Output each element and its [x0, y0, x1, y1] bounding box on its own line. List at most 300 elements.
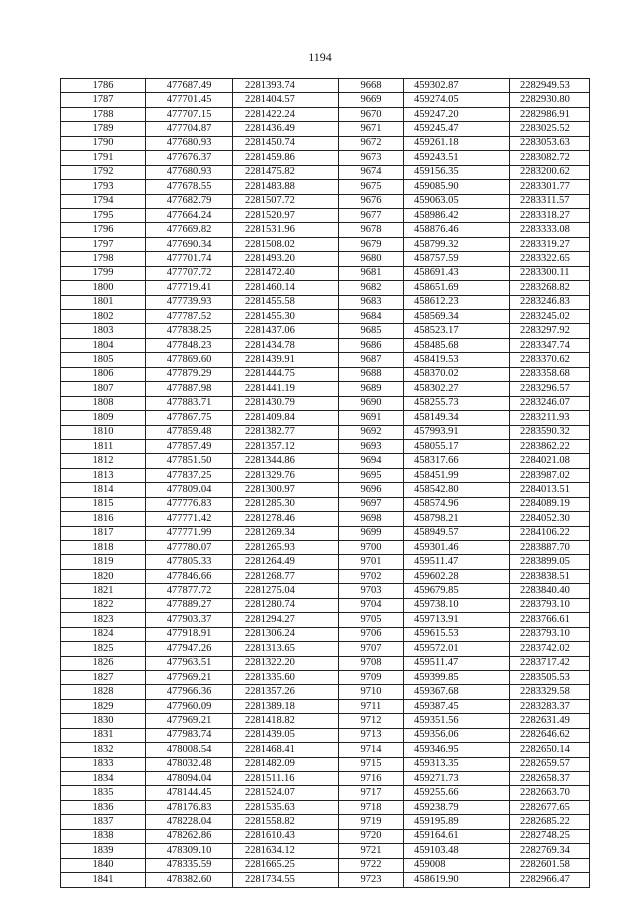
easting-right-cell: 459274.05: [404, 93, 510, 107]
table-row: [61, 223, 590, 237]
point-id-right-cell: 9706: [339, 627, 404, 641]
table-row: [61, 627, 590, 641]
easting-right-cell: 458757.59: [404, 252, 510, 266]
easting-right-cell: 459085.90: [404, 180, 510, 194]
northing-right-cell: 2282601.58: [510, 858, 590, 872]
easting-right-cell: 459738.10: [404, 598, 510, 612]
northing-right-cell: 2283082.72: [510, 151, 590, 165]
northing-right-cell: 2283358.68: [510, 367, 590, 381]
easting-left-cell: 477883.71: [146, 396, 233, 410]
northing-left-cell: 2281265.93: [233, 541, 339, 555]
northing-right-cell: 2283590.32: [510, 425, 590, 439]
northing-left-cell: 2281511.16: [233, 772, 339, 786]
point-id-left-cell: 1810: [61, 425, 146, 439]
point-id-right-cell: 9700: [339, 541, 404, 555]
easting-left-cell: 477687.49: [146, 79, 233, 93]
easting-right-cell: 459367.68: [404, 685, 510, 699]
point-id-left-cell: 1787: [61, 93, 146, 107]
northing-right-cell: 2283297.92: [510, 324, 590, 338]
point-id-right-cell: 9715: [339, 757, 404, 771]
table-row: [61, 728, 590, 742]
easting-left-cell: 477809.04: [146, 483, 233, 497]
point-id-right-cell: 9682: [339, 281, 404, 295]
easting-right-cell: 459679.85: [404, 584, 510, 598]
point-id-right-cell: 9699: [339, 526, 404, 540]
table-row: [61, 281, 590, 295]
easting-left-cell: 477771.99: [146, 526, 233, 540]
point-id-left-cell: 1824: [61, 627, 146, 641]
northing-right-cell: 2283053.63: [510, 136, 590, 150]
point-id-right-cell: 9683: [339, 295, 404, 309]
point-id-left-cell: 1833: [61, 757, 146, 771]
easting-left-cell: 477707.72: [146, 266, 233, 280]
table-row: [61, 786, 590, 800]
easting-right-cell: 458876.46: [404, 223, 510, 237]
point-id-right-cell: 9714: [339, 743, 404, 757]
table-row: [61, 396, 590, 410]
point-id-left-cell: 1840: [61, 858, 146, 872]
northing-left-cell: 2281508.02: [233, 237, 339, 251]
easting-left-cell: 477848.23: [146, 338, 233, 352]
northing-right-cell: 2283899.05: [510, 555, 590, 569]
point-id-right-cell: 9718: [339, 800, 404, 814]
point-id-right-cell: 9720: [339, 829, 404, 843]
easting-left-cell: 477963.51: [146, 656, 233, 670]
table-row: [61, 295, 590, 309]
easting-right-cell: 458255.73: [404, 396, 510, 410]
northing-left-cell: 2281357.26: [233, 685, 339, 699]
northing-left-cell: 2281455.58: [233, 295, 339, 309]
point-id-left-cell: 1805: [61, 353, 146, 367]
easting-left-cell: 477776.83: [146, 497, 233, 511]
northing-left-cell: 2281524.07: [233, 786, 339, 800]
northing-left-cell: 2281275.04: [233, 584, 339, 598]
northing-left-cell: 2281393.74: [233, 79, 339, 93]
point-id-right-cell: 9675: [339, 180, 404, 194]
table-row: [61, 382, 590, 396]
easting-left-cell: 477682.79: [146, 194, 233, 208]
northing-right-cell: 2282685.22: [510, 815, 590, 829]
point-id-right-cell: 9671: [339, 122, 404, 136]
table-row: [61, 151, 590, 165]
point-id-left-cell: 1816: [61, 512, 146, 526]
northing-right-cell: 2284106.22: [510, 526, 590, 540]
easting-left-cell: 477846.66: [146, 569, 233, 583]
table-row: [61, 714, 590, 728]
easting-left-cell: 477918.91: [146, 627, 233, 641]
northing-right-cell: 2282769.34: [510, 844, 590, 858]
coordinates-table-body: [61, 79, 590, 888]
easting-right-cell: 458949.57: [404, 526, 510, 540]
easting-left-cell: 477851.50: [146, 454, 233, 468]
table-row: [61, 439, 590, 453]
point-id-left-cell: 1793: [61, 180, 146, 194]
easting-right-cell: 459387.45: [404, 699, 510, 713]
northing-left-cell: 2281472.40: [233, 266, 339, 280]
point-id-right-cell: 9716: [339, 772, 404, 786]
northing-right-cell: 2283245.02: [510, 310, 590, 324]
point-id-left-cell: 1807: [61, 382, 146, 396]
easting-right-cell: 459615.53: [404, 627, 510, 641]
northing-right-cell: 2284013.51: [510, 483, 590, 497]
easting-left-cell: 477678.55: [146, 180, 233, 194]
easting-right-cell: 459195.89: [404, 815, 510, 829]
point-id-left-cell: 1808: [61, 396, 146, 410]
northing-left-cell: 2281344.86: [233, 454, 339, 468]
easting-right-cell: 459351.56: [404, 714, 510, 728]
northing-right-cell: 2282658.37: [510, 772, 590, 786]
point-id-right-cell: 9697: [339, 497, 404, 511]
table-row: [61, 815, 590, 829]
easting-right-cell: 458651.69: [404, 281, 510, 295]
easting-right-cell: 459255.66: [404, 786, 510, 800]
northing-left-cell: 2281634.12: [233, 844, 339, 858]
easting-left-cell: 478008.54: [146, 743, 233, 757]
easting-right-cell: 459008: [404, 858, 510, 872]
northing-left-cell: 2281409.84: [233, 411, 339, 425]
table-row: [61, 180, 590, 194]
point-id-right-cell: 9723: [339, 873, 404, 887]
point-id-left-cell: 1819: [61, 555, 146, 569]
point-id-right-cell: 9687: [339, 353, 404, 367]
point-id-right-cell: 9702: [339, 569, 404, 583]
northing-right-cell: 2282663.70: [510, 786, 590, 800]
point-id-left-cell: 1803: [61, 324, 146, 338]
easting-left-cell: 477771.42: [146, 512, 233, 526]
northing-right-cell: 2283200.62: [510, 165, 590, 179]
easting-left-cell: 477960.09: [146, 699, 233, 713]
northing-left-cell: 2281280.74: [233, 598, 339, 612]
table-row: [61, 685, 590, 699]
northing-left-cell: 2281531.96: [233, 223, 339, 237]
table-row: [61, 93, 590, 107]
easting-right-cell: 459247.20: [404, 107, 510, 121]
easting-left-cell: 477704.87: [146, 122, 233, 136]
northing-right-cell: 2283347.74: [510, 338, 590, 352]
northing-left-cell: 2281483.88: [233, 180, 339, 194]
easting-right-cell: 458302.27: [404, 382, 510, 396]
point-id-right-cell: 9692: [339, 425, 404, 439]
northing-right-cell: 2283318.27: [510, 208, 590, 222]
easting-left-cell: 477701.45: [146, 93, 233, 107]
northing-left-cell: 2281335.60: [233, 670, 339, 684]
point-id-left-cell: 1806: [61, 367, 146, 381]
table-row: [61, 208, 590, 222]
table-row: [61, 541, 590, 555]
northing-right-cell: 2283838.51: [510, 569, 590, 583]
northing-left-cell: 2281434.78: [233, 338, 339, 352]
point-id-right-cell: 9722: [339, 858, 404, 872]
northing-left-cell: 2281264.49: [233, 555, 339, 569]
northing-left-cell: 2281520.97: [233, 208, 339, 222]
table-row: [61, 844, 590, 858]
point-id-right-cell: 9677: [339, 208, 404, 222]
point-id-right-cell: 9707: [339, 642, 404, 656]
northing-right-cell: 2283211.93: [510, 411, 590, 425]
northing-left-cell: 2281268.77: [233, 569, 339, 583]
northing-left-cell: 2281439.05: [233, 728, 339, 742]
easting-left-cell: 477837.25: [146, 468, 233, 482]
northing-left-cell: 2281404.57: [233, 93, 339, 107]
point-id-left-cell: 1799: [61, 266, 146, 280]
easting-left-cell: 478094.04: [146, 772, 233, 786]
easting-right-cell: 458691.43: [404, 266, 510, 280]
table-row: [61, 122, 590, 136]
point-id-right-cell: 9690: [339, 396, 404, 410]
easting-left-cell: 478382.60: [146, 873, 233, 887]
easting-left-cell: 477969.21: [146, 714, 233, 728]
easting-left-cell: 477859.48: [146, 425, 233, 439]
point-id-right-cell: 9691: [339, 411, 404, 425]
northing-left-cell: 2281734.55: [233, 873, 339, 887]
northing-left-cell: 2281306.24: [233, 627, 339, 641]
page-number: 1194: [308, 50, 332, 64]
easting-left-cell: 477903.37: [146, 613, 233, 627]
point-id-left-cell: 1788: [61, 107, 146, 121]
point-id-right-cell: 9694: [339, 454, 404, 468]
easting-left-cell: 477787.52: [146, 310, 233, 324]
northing-right-cell: 2283246.07: [510, 396, 590, 410]
point-id-left-cell: 1797: [61, 237, 146, 251]
easting-right-cell: 459156.35: [404, 165, 510, 179]
table-row: [61, 613, 590, 627]
northing-left-cell: 2281439.91: [233, 353, 339, 367]
point-id-left-cell: 1791: [61, 151, 146, 165]
table-row: [61, 252, 590, 266]
easting-left-cell: 478262.86: [146, 829, 233, 843]
easting-left-cell: 477877.72: [146, 584, 233, 598]
easting-left-cell: 477719.41: [146, 281, 233, 295]
easting-left-cell: 477701.74: [146, 252, 233, 266]
northing-right-cell: 2284089.19: [510, 497, 590, 511]
table-row: [61, 338, 590, 352]
point-id-left-cell: 1809: [61, 411, 146, 425]
northing-left-cell: 2281468.41: [233, 743, 339, 757]
table-row: [61, 858, 590, 872]
point-id-right-cell: 9681: [339, 266, 404, 280]
point-id-right-cell: 9693: [339, 439, 404, 453]
point-id-left-cell: 1837: [61, 815, 146, 829]
easting-left-cell: 478176.83: [146, 800, 233, 814]
easting-right-cell: 459245.47: [404, 122, 510, 136]
table-row: [61, 454, 590, 468]
northing-left-cell: 2281460.14: [233, 281, 339, 295]
northing-left-cell: 2281459.86: [233, 151, 339, 165]
point-id-left-cell: 1822: [61, 598, 146, 612]
easting-left-cell: 477676.37: [146, 151, 233, 165]
easting-right-cell: 458542.80: [404, 483, 510, 497]
point-id-left-cell: 1786: [61, 79, 146, 93]
northing-right-cell: 2283301.77: [510, 180, 590, 194]
point-id-right-cell: 9676: [339, 194, 404, 208]
easting-left-cell: 478144.45: [146, 786, 233, 800]
easting-left-cell: 477889.27: [146, 598, 233, 612]
northing-right-cell: 2283840.40: [510, 584, 590, 598]
northing-left-cell: 2281285.30: [233, 497, 339, 511]
table-row: [61, 107, 590, 121]
northing-left-cell: 2281437.06: [233, 324, 339, 338]
easting-left-cell: 477690.34: [146, 237, 233, 251]
northing-right-cell: 2282646.62: [510, 728, 590, 742]
easting-left-cell: 477707.15: [146, 107, 233, 121]
easting-right-cell: 458149.34: [404, 411, 510, 425]
northing-right-cell: 2283987.02: [510, 468, 590, 482]
point-id-right-cell: 9708: [339, 656, 404, 670]
northing-right-cell: 2283505.53: [510, 670, 590, 684]
point-id-left-cell: 1814: [61, 483, 146, 497]
table-row: [61, 136, 590, 150]
point-id-right-cell: 9688: [339, 367, 404, 381]
easting-left-cell: 477867.75: [146, 411, 233, 425]
northing-left-cell: 2281430.79: [233, 396, 339, 410]
table-row: [61, 569, 590, 583]
point-id-right-cell: 9686: [339, 338, 404, 352]
northing-left-cell: 2281475.82: [233, 165, 339, 179]
easting-right-cell: 459164.61: [404, 829, 510, 843]
easting-right-cell: 459103.48: [404, 844, 510, 858]
easting-left-cell: 477857.49: [146, 439, 233, 453]
easting-left-cell: 477780.07: [146, 541, 233, 555]
table-row: [61, 237, 590, 251]
easting-right-cell: 459346.95: [404, 743, 510, 757]
point-id-left-cell: 1798: [61, 252, 146, 266]
table-row: [61, 324, 590, 338]
easting-left-cell: 477869.60: [146, 353, 233, 367]
northing-right-cell: 2283311.57: [510, 194, 590, 208]
easting-right-cell: 459713.91: [404, 613, 510, 627]
northing-right-cell: 2283283.37: [510, 699, 590, 713]
point-id-right-cell: 9680: [339, 252, 404, 266]
northing-left-cell: 2281507.72: [233, 194, 339, 208]
easting-right-cell: 459313.35: [404, 757, 510, 771]
point-id-left-cell: 1825: [61, 642, 146, 656]
point-id-right-cell: 9684: [339, 310, 404, 324]
easting-left-cell: 477805.33: [146, 555, 233, 569]
table-row: [61, 526, 590, 540]
northing-left-cell: 2281455.30: [233, 310, 339, 324]
point-id-left-cell: 1795: [61, 208, 146, 222]
northing-left-cell: 2281482.09: [233, 757, 339, 771]
point-id-left-cell: 1834: [61, 772, 146, 786]
northing-left-cell: 2281493.20: [233, 252, 339, 266]
northing-left-cell: 2281422.24: [233, 107, 339, 121]
northing-right-cell: 2283793.10: [510, 627, 590, 641]
northing-right-cell: 2284052.30: [510, 512, 590, 526]
point-id-left-cell: 1796: [61, 223, 146, 237]
point-id-left-cell: 1801: [61, 295, 146, 309]
easting-left-cell: 477887.98: [146, 382, 233, 396]
easting-right-cell: 458317.66: [404, 454, 510, 468]
point-id-right-cell: 9695: [339, 468, 404, 482]
easting-right-cell: 459243.51: [404, 151, 510, 165]
point-id-right-cell: 9668: [339, 79, 404, 93]
table-row: [61, 367, 590, 381]
easting-left-cell: 477669.82: [146, 223, 233, 237]
easting-right-cell: 457993.91: [404, 425, 510, 439]
point-id-left-cell: 1789: [61, 122, 146, 136]
point-id-left-cell: 1812: [61, 454, 146, 468]
northing-right-cell: 2282677.65: [510, 800, 590, 814]
point-id-left-cell: 1820: [61, 569, 146, 583]
northing-right-cell: 2283246.83: [510, 295, 590, 309]
point-id-left-cell: 1813: [61, 468, 146, 482]
northing-left-cell: 2281444.75: [233, 367, 339, 381]
point-id-right-cell: 9698: [339, 512, 404, 526]
northing-right-cell: 2282930.80: [510, 93, 590, 107]
easting-right-cell: 459301.46: [404, 541, 510, 555]
northing-left-cell: 2281450.74: [233, 136, 339, 150]
point-id-left-cell: 1836: [61, 800, 146, 814]
easting-right-cell: 458451.99: [404, 468, 510, 482]
northing-right-cell: 2283793.10: [510, 598, 590, 612]
point-id-left-cell: 1823: [61, 613, 146, 627]
northing-left-cell: 2281418.82: [233, 714, 339, 728]
easting-left-cell: 477680.93: [146, 136, 233, 150]
northing-right-cell: 2283887.70: [510, 541, 590, 555]
point-id-left-cell: 1826: [61, 656, 146, 670]
easting-right-cell: 458798.21: [404, 512, 510, 526]
easting-right-cell: 459511.47: [404, 656, 510, 670]
point-id-right-cell: 9670: [339, 107, 404, 121]
point-id-left-cell: 1827: [61, 670, 146, 684]
table-row: [61, 353, 590, 367]
northing-right-cell: 2283329.58: [510, 685, 590, 699]
easting-right-cell: 459238.79: [404, 800, 510, 814]
easting-right-cell: 459511.47: [404, 555, 510, 569]
northing-right-cell: 2282986.91: [510, 107, 590, 121]
northing-right-cell: 2283268.82: [510, 281, 590, 295]
point-id-right-cell: 9711: [339, 699, 404, 713]
easting-right-cell: 459302.87: [404, 79, 510, 93]
northing-right-cell: 2283862.22: [510, 439, 590, 453]
table-row: [61, 512, 590, 526]
northing-right-cell: 2284021.08: [510, 454, 590, 468]
northing-left-cell: 2281357.12: [233, 439, 339, 453]
northing-left-cell: 2281436.49: [233, 122, 339, 136]
table-row: [61, 598, 590, 612]
easting-right-cell: 458569.34: [404, 310, 510, 324]
easting-left-cell: 477947.26: [146, 642, 233, 656]
point-id-left-cell: 1794: [61, 194, 146, 208]
easting-right-cell: 458619.90: [404, 873, 510, 887]
table-row: [61, 79, 590, 93]
northing-right-cell: 2283025.52: [510, 122, 590, 136]
easting-left-cell: 477983.74: [146, 728, 233, 742]
point-id-right-cell: 9703: [339, 584, 404, 598]
table-row: [61, 772, 590, 786]
point-id-right-cell: 9719: [339, 815, 404, 829]
easting-right-cell: 458523.17: [404, 324, 510, 338]
point-id-right-cell: 9705: [339, 613, 404, 627]
point-id-left-cell: 1830: [61, 714, 146, 728]
table-row: [61, 497, 590, 511]
point-id-left-cell: 1811: [61, 439, 146, 453]
easting-right-cell: 459271.73: [404, 772, 510, 786]
point-id-left-cell: 1821: [61, 584, 146, 598]
northing-left-cell: 2281313.65: [233, 642, 339, 656]
point-id-right-cell: 9674: [339, 165, 404, 179]
northing-left-cell: 2281389.18: [233, 699, 339, 713]
northing-right-cell: 2283296.57: [510, 382, 590, 396]
point-id-left-cell: 1835: [61, 786, 146, 800]
easting-right-cell: 458370.02: [404, 367, 510, 381]
point-id-right-cell: 9701: [339, 555, 404, 569]
point-id-left-cell: 1804: [61, 338, 146, 352]
point-id-left-cell: 1831: [61, 728, 146, 742]
easting-left-cell: 477879.29: [146, 367, 233, 381]
point-id-right-cell: 9704: [339, 598, 404, 612]
northing-left-cell: 2281329.76: [233, 468, 339, 482]
